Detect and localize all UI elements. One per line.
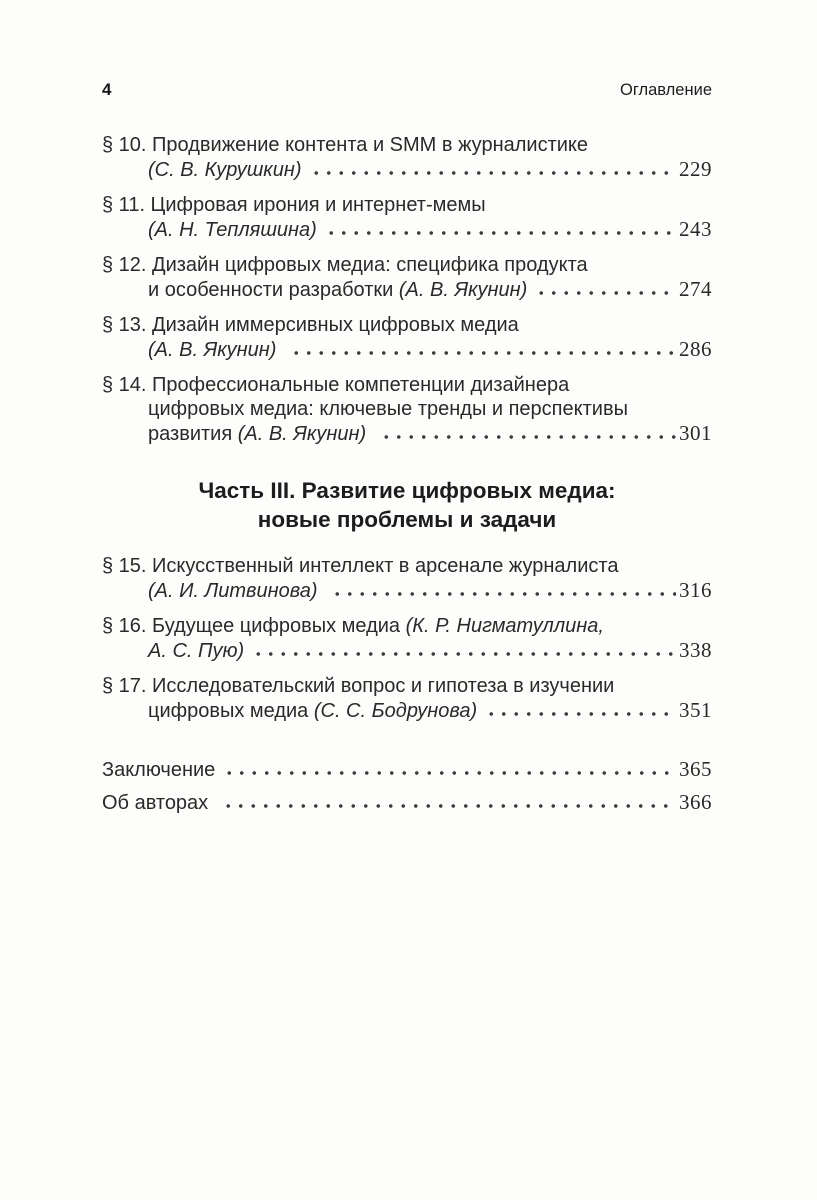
toc-line-text: [102, 133, 588, 157]
toc-line-text: [102, 674, 614, 698]
toc-entry: [102, 674, 712, 723]
toc-line-text: [102, 614, 604, 638]
part-heading-line2: новые проблемы и задачи: [257, 507, 557, 532]
dot-leader: [250, 641, 676, 657]
toc-line: [102, 373, 712, 397]
toc-line: [102, 217, 712, 242]
page-ref-number: 274: [679, 277, 712, 301]
toc-line: [102, 614, 712, 638]
entry-title: цифровых медиа: [148, 700, 314, 722]
page-ref-number: 229: [679, 157, 712, 181]
entry-title: развития: [148, 423, 238, 445]
toc-entry: [102, 133, 712, 182]
toc-entry: [102, 313, 712, 362]
toc-entry: [102, 790, 712, 815]
author-name: (С. С. Бодрунова): [313, 700, 478, 722]
toc-entry: [102, 614, 712, 663]
toc-line-text: [148, 639, 244, 663]
entry-title: Об авторах: [102, 792, 214, 814]
toc-line: [102, 157, 712, 182]
entry-title: Заключение: [102, 759, 216, 781]
page-ref-number: 243: [679, 217, 712, 241]
dot-leader: [329, 581, 676, 597]
entry-title: цифровых медиа: ключевые тренды и перспективы: [148, 398, 628, 420]
toc-line: [102, 674, 712, 698]
dot-leader: [220, 793, 676, 809]
page-ref-number: 365: [679, 757, 712, 781]
entry-title: § 14. Профессиональные компетенции дизайнера: [102, 374, 570, 396]
toc-line: [102, 193, 712, 217]
toc-line: [102, 397, 712, 421]
dot-leader: [288, 340, 676, 356]
author-name: (А. В. Якунин): [148, 339, 282, 361]
toc-section-part3: [102, 554, 712, 723]
page-header: [102, 80, 712, 100]
toc-line: [102, 337, 712, 362]
toc-entry: [102, 373, 712, 446]
toc-line-text: [148, 278, 527, 302]
toc-line: [102, 638, 712, 663]
dot-leader: [308, 160, 676, 176]
author-name: (А. Н. Тепляшина): [148, 219, 317, 241]
entry-title: § 16. Будущее цифровых медиа: [102, 615, 406, 637]
running-head: Оглавление: [620, 81, 712, 99]
toc-line: [102, 698, 712, 723]
author-name: (К. Р. Нигматуллина,: [405, 615, 604, 637]
toc-line-text: [148, 699, 477, 723]
page-ref-number: 286: [679, 337, 712, 361]
toc-line-text: [102, 253, 588, 277]
entry-title: и особенности разработки: [148, 279, 399, 301]
toc-line: [102, 578, 712, 603]
toc-entry: [102, 554, 712, 603]
dot-leader: [533, 280, 676, 296]
toc-line: [102, 277, 712, 302]
toc-section-part2-tail: [102, 133, 712, 446]
part-heading-line1: Часть III. Развитие цифровых медиа:: [198, 478, 616, 503]
entry-title: § 12. Дизайн цифровых медиа: специфика продукта: [102, 254, 588, 276]
entry-title: § 15. Искусственный интеллект в арсенале журналиста: [102, 555, 619, 577]
toc-line: [102, 421, 712, 446]
author-name: (С. В. Курушкин): [148, 159, 302, 181]
dot-leader: [378, 424, 676, 440]
entry-title: § 13. Дизайн иммерсивных цифровых медиа: [102, 314, 519, 336]
author-name: (А. В. Якунин): [237, 423, 372, 445]
toc-line-text: [148, 218, 317, 242]
entry-title: § 17. Исследовательский вопрос и гипотеза в изучении: [102, 675, 615, 697]
folio-page-number: 4: [102, 80, 112, 99]
page-ref-number: 338: [679, 638, 712, 662]
toc-entry: [102, 757, 712, 782]
toc-line: [102, 757, 712, 782]
toc-line-text: [148, 579, 323, 603]
toc-line-text: [102, 554, 618, 578]
dot-leader: [323, 220, 676, 236]
dot-leader: [221, 760, 676, 776]
toc-line-text: [102, 193, 486, 217]
page-ref-number: 316: [679, 578, 712, 602]
page-ref-number: 366: [679, 790, 712, 814]
toc-line-text: [148, 338, 282, 362]
toc-line: [102, 790, 712, 815]
toc-line-text: [102, 313, 519, 337]
toc-line-text: [102, 791, 214, 815]
entry-title: § 10. Продвижение контента и SMM в журналистике: [102, 134, 589, 156]
toc-line: [102, 253, 712, 277]
toc-line: [102, 554, 712, 578]
toc-line-text: [148, 158, 302, 182]
toc-section-back-matter: [102, 757, 712, 815]
author-name: (А. И. Литвинова): [148, 580, 324, 602]
part-heading: [102, 476, 712, 534]
toc-entry: [102, 253, 712, 302]
page-ref-number: 351: [679, 698, 712, 722]
toc-line: [102, 313, 712, 337]
toc-line: [102, 133, 712, 157]
author-name: (А. В. Якунин): [398, 279, 528, 301]
dot-leader: [483, 701, 676, 717]
author-name: А. С. Пую): [148, 640, 245, 662]
toc-line-text: [148, 422, 372, 446]
toc-line-text: [148, 397, 628, 421]
page-ref-number: 301: [679, 421, 712, 445]
toc-line-text: [102, 758, 215, 782]
toc-line-text: [102, 373, 569, 397]
toc-entry: [102, 193, 712, 242]
entry-title: § 11. Цифровая ирония и интернет-мемы: [102, 194, 486, 216]
